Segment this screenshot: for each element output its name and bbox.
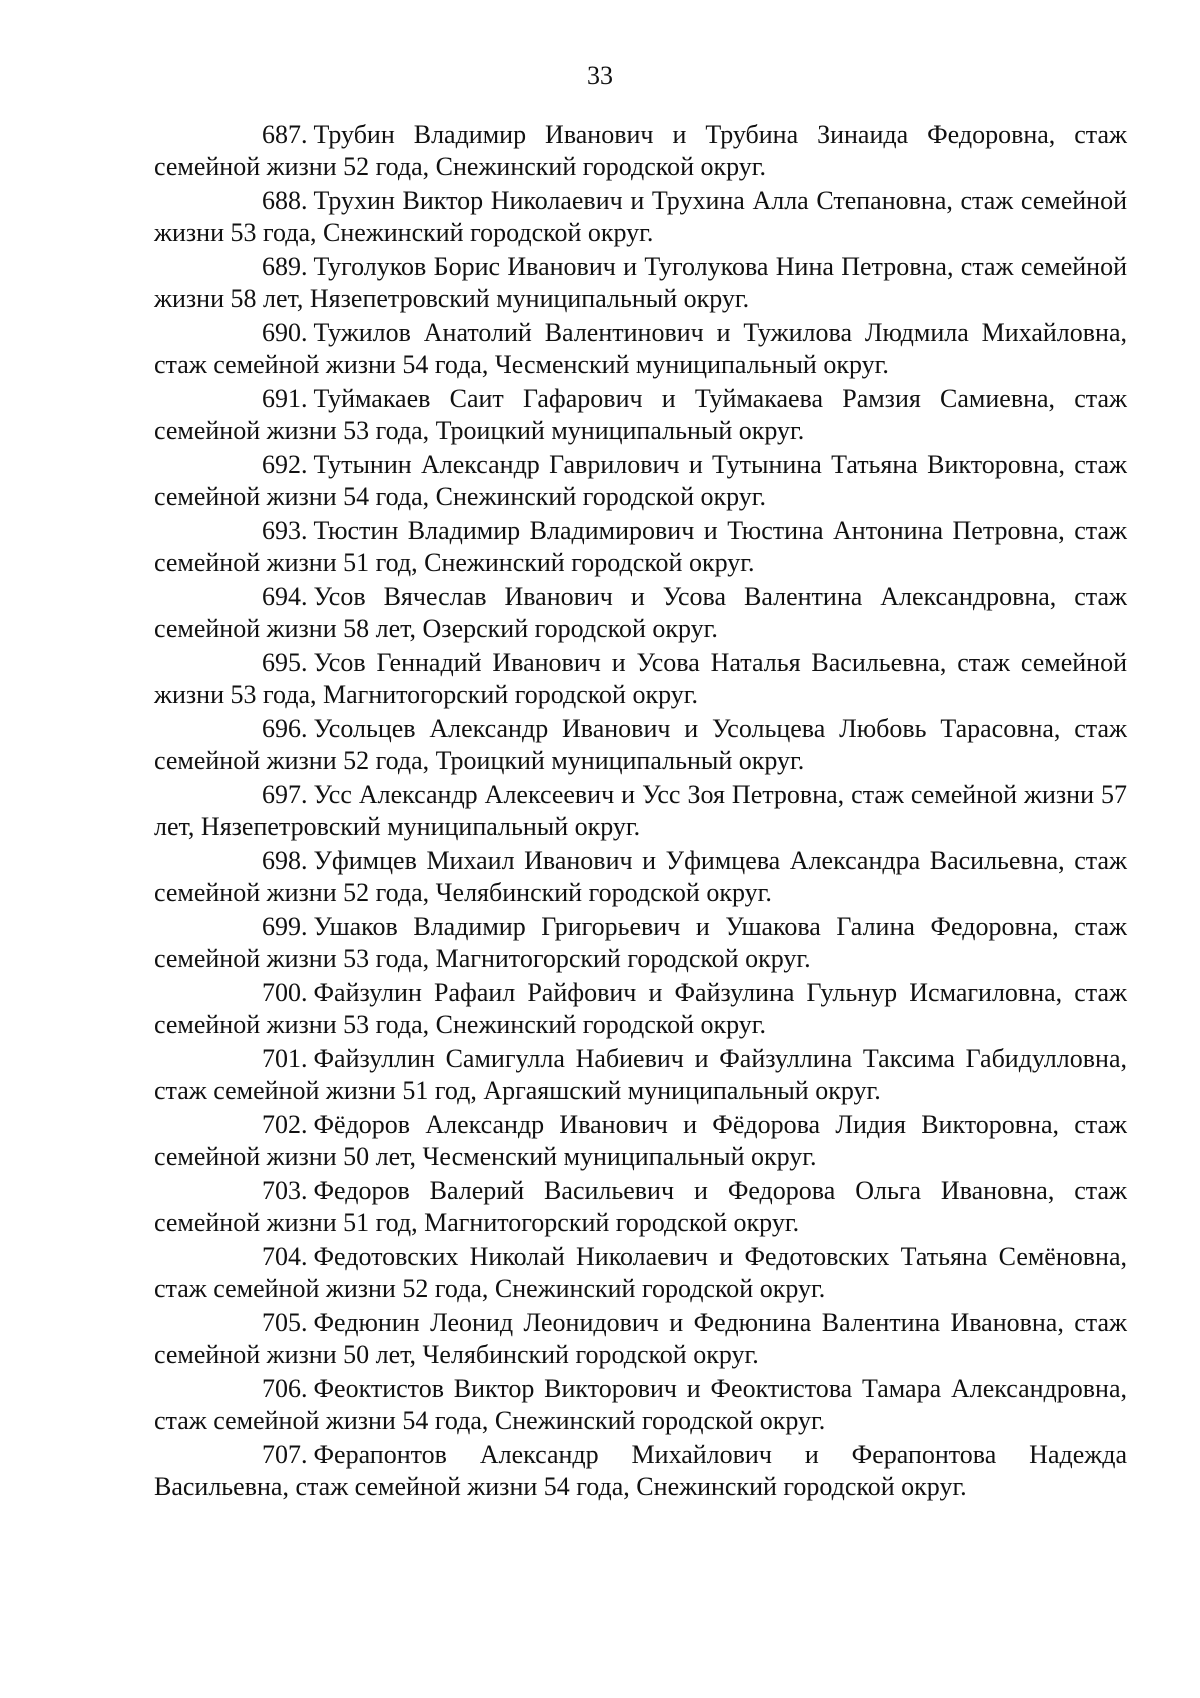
entry-text: Тужилов Анатолий Валентинович и Тужилова Людмила Михайловна, стаж семейной жизни 54 года, Чесменский муниципальный округ. <box>154 318 1127 379</box>
entry-number: 692. <box>262 450 308 479</box>
list-item <box>154 1307 1127 1371</box>
entry-number: 701. <box>262 1044 308 1073</box>
entry-number: 689. <box>262 252 308 281</box>
entry-number: 700. <box>262 978 308 1007</box>
entry-text: Туголуков Борис Иванович и Туголукова Нина Петровна, стаж семейной жизни 58 лет, Нязепетровский муниципальный округ. <box>154 252 1127 313</box>
entry-number: 687. <box>262 120 308 149</box>
entry-number: 698. <box>262 846 308 875</box>
entry-text: Феоктистов Виктор Викторович и Феоктистова Тамара Александровна, стаж семейной жизни 54 года, Снежинский городской округ. <box>154 1374 1127 1435</box>
entry-text: Туймакаев Саит Гафарович и Туймакаева Рамзия Самиевна, стаж семейной жизни 53 года, Троицкий муниципальный округ. <box>154 384 1127 445</box>
list-item <box>154 1241 1127 1305</box>
entry-text: Ферапонтов Александр Михайлович и Ферапонтова Надежда Васильевна, стаж семейной жизни 54 года, Снежинский городской округ. <box>154 1440 1127 1501</box>
list-item <box>154 581 1127 645</box>
entry-text: Трубин Владимир Иванович и Трубина Зинаида Федоровна, стаж семейной жизни 52 года, Снежинский городской округ. <box>154 120 1127 181</box>
list-item <box>154 515 1127 579</box>
entry-number: 695. <box>262 648 308 677</box>
entry-text: Ушаков Владимир Григорьевич и Ушакова Галина Федоровна, стаж семейной жизни 53 года, Магнитогорский городской округ. <box>154 912 1127 973</box>
entry-number: 691. <box>262 384 308 413</box>
page-number: 33 <box>587 61 613 90</box>
list-item <box>154 1043 1127 1107</box>
list-item <box>154 713 1127 777</box>
list-item <box>154 449 1127 513</box>
entry-text: Фёдоров Александр Иванович и Фёдорова Лидия Викторовна, стаж семейной жизни 50 лет, Чесменский муниципальный округ. <box>154 1110 1127 1171</box>
entries-list <box>154 119 1127 1503</box>
entry-number: 697. <box>262 780 308 809</box>
list-item <box>154 317 1127 381</box>
entry-text: Федюнин Леонид Леонидович и Федюнина Валентина Ивановна, стаж семейной жизни 50 лет, Челябинский городской округ. <box>154 1308 1127 1369</box>
entry-text: Федоров Валерий Васильевич и Федорова Ольга Ивановна, стаж семейной жизни 51 год, Магнитогорский городской округ. <box>154 1176 1127 1237</box>
list-item <box>154 1439 1127 1503</box>
entry-number: 694. <box>262 582 308 611</box>
list-item <box>154 1175 1127 1239</box>
entry-text: Файзуллин Самигулла Набиевич и Файзуллина Таксима Габидулловна, стаж семейной жизни 51 год, Аргаяшский муниципальный округ. <box>154 1044 1127 1105</box>
entry-text: Трухин Виктор Николаевич и Трухина Алла Степановна, стаж семейной жизни 53 года, Снежинский городской округ. <box>154 186 1127 247</box>
entry-text: Усов Вячеслав Иванович и Усова Валентина Александровна, стаж семейной жизни 58 лет, Озерский городской округ. <box>154 582 1127 643</box>
list-item <box>154 1109 1127 1173</box>
entry-text: Уфимцев Михаил Иванович и Уфимцева Александра Васильевна, стаж семейной жизни 52 года, Челябинский городской округ. <box>154 846 1127 907</box>
list-item <box>154 251 1127 315</box>
list-item <box>154 647 1127 711</box>
list-item <box>154 119 1127 183</box>
list-item <box>154 977 1127 1041</box>
list-item <box>154 845 1127 909</box>
entry-number: 703. <box>262 1176 308 1205</box>
entry-number: 696. <box>262 714 308 743</box>
list-item <box>154 1373 1127 1437</box>
list-item <box>154 383 1127 447</box>
entry-number: 702. <box>262 1110 308 1139</box>
entry-text: Тутынин Александр Гаврилович и Тутынина Татьяна Викторовна, стаж семейной жизни 54 года, Снежинский городской округ. <box>154 450 1127 511</box>
list-item <box>154 779 1127 843</box>
entry-text: Усс Александр Алексеевич и Усс Зоя Петровна, стаж семейной жизни 57 лет, Нязепетровский муниципальный округ. <box>154 780 1127 841</box>
list-item <box>154 911 1127 975</box>
entry-number: 688. <box>262 186 308 215</box>
entry-text: Усов Геннадий Иванович и Усова Наталья Васильевна, стаж семейной жизни 53 года, Магнитогорский городской округ. <box>154 648 1127 709</box>
entry-text: Тюстин Владимир Владимирович и Тюстина Антонина Петровна, стаж семейной жизни 51 год, Снежинский городской округ. <box>154 516 1127 577</box>
entry-number: 690. <box>262 318 308 347</box>
entry-text: Усольцев Александр Иванович и Усольцева Любовь Тарасовна, стаж семейной жизни 52 года, Троицкий муниципальный округ. <box>154 714 1127 775</box>
entry-number: 707. <box>262 1440 308 1469</box>
entry-number: 693. <box>262 516 308 545</box>
entry-text: Файзулин Рафаил Райфович и Файзулина Гульнур Исмагиловна, стаж семейной жизни 53 года, Снежинский городской округ. <box>154 978 1127 1039</box>
entry-number: 706. <box>262 1374 308 1403</box>
entry-number: 699. <box>262 912 308 941</box>
entry-number: 705. <box>262 1308 308 1337</box>
list-item <box>154 185 1127 249</box>
entry-text: Федотовских Николай Николаевич и Федотовских Татьяна Семёновна, стаж семейной жизни 52 года, Снежинский городской округ. <box>154 1242 1127 1303</box>
entry-number: 704. <box>262 1242 308 1271</box>
